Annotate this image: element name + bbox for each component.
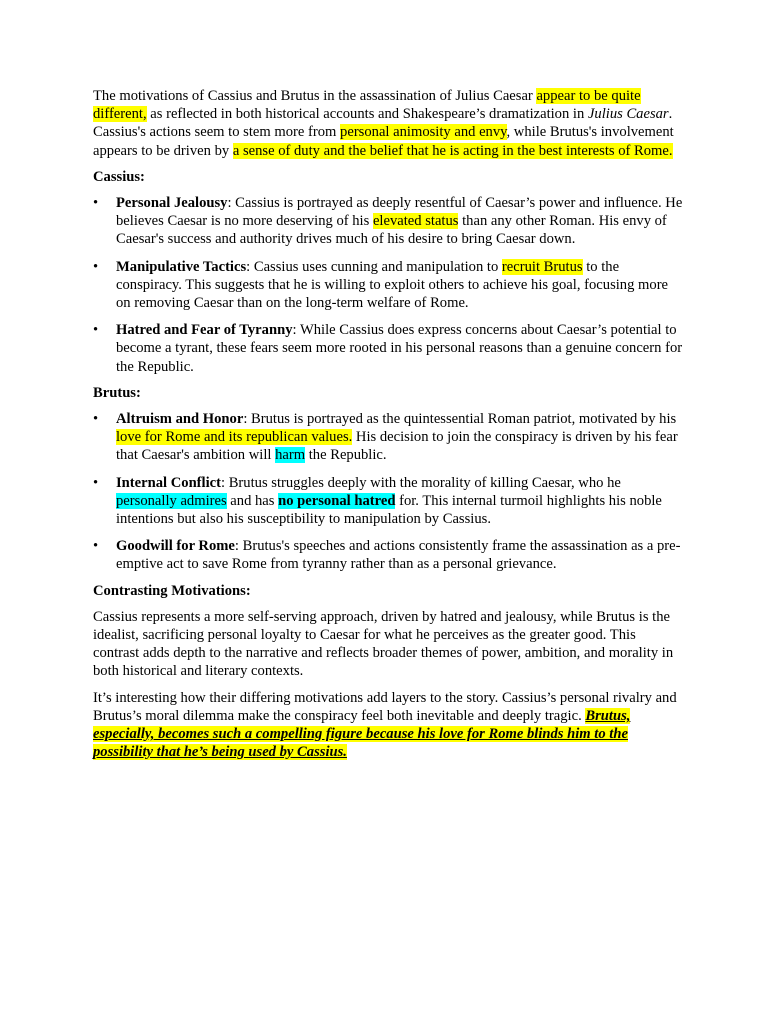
list-item: [93, 537, 683, 573]
intro-text-3: . Cassius's actions seem to stem more from: [93, 106, 673, 141]
intro-text-1: The motivations of Cassius and Brutus in the assassination of Julius Caesar: [93, 88, 537, 104]
intro-highlight-3: a sense of duty and the belief that he is acting in the best interests of Rome.: [232, 142, 673, 159]
list-item-term: Personal Jealousy: [116, 195, 228, 212]
list-item-highlight-cyan: harm: [275, 447, 306, 464]
list-item-term: Hatred and Fear of Tyranny: [116, 322, 293, 339]
cassius-heading: Cassius:: [93, 168, 145, 185]
list-item-term: Goodwill for Rome: [116, 538, 235, 555]
list-item: [93, 194, 683, 249]
intro-text-4: , while Brutus's involvement appears to be driven by: [93, 124, 674, 159]
list-item-text: for. This internal turmoil highlights his noble intentions but also his susceptibility to manipulation by Cassius.: [116, 492, 662, 528]
brutus-heading: Brutus:: [93, 384, 141, 401]
contrast-paragraph: Cassius represents a more self-serving approach, driven by hatred and jealousy, while Brutus is the idealist, sacrificing personal loyalty to Caesar for what he perceives as the greater good. This contrast adds depth to the narrative and reflects broader themes of power, ambition, and morality in both historical and literary contexts.: [93, 608, 674, 680]
list-item: [93, 258, 683, 313]
bullet-icon: •: [93, 538, 99, 555]
list-item-text: the Republic.: [305, 447, 387, 464]
list-item-text: : While Cassius does express concerns about Caesar’s potential to become a tyrant, these fears seem more rooted in his personal reasons than a genuine concern for the Republic.: [116, 322, 683, 375]
cassius-list: [93, 194, 683, 376]
list-item-highlight-cyan: personally admires: [116, 492, 227, 509]
list-item-text: and has: [226, 492, 279, 509]
intro-highlight-2: personal animosity and envy: [340, 124, 507, 141]
document-body: [93, 87, 683, 770]
list-item-highlight: elevated status: [372, 213, 459, 230]
intro-highlight-1: appear to be quite different,: [93, 88, 641, 123]
list-item-text: : Cassius uses cunning and manipulation to: [246, 258, 502, 275]
bullet-icon: •: [93, 195, 99, 212]
closing-highlight: Brutus, especially, becomes such a compelling figure because his love for Rome blinds him to the possibility that he’s being used by Cassius.: [93, 707, 631, 761]
intro-paragraph: [93, 87, 683, 160]
contrast-heading: Contrasting Motivations:: [93, 582, 251, 599]
bullet-icon: •: [93, 258, 99, 275]
intro-text-2: as reflected in both historical accounts and Shakespeare’s dramatization in: [146, 106, 588, 123]
list-item-text: to the conspiracy. This suggests that he is willing to exploit others to achieve his goal, focusing more on removing Caesar than on the long-term welfare of Rome.: [116, 258, 669, 312]
closing-text: It’s interesting how their differing motivations add layers to the story. Cassius’s personal rivalry and Brutus’s moral dilemma make the conspiracy feel both inevitable and deeply tragic.: [93, 689, 677, 724]
bullet-icon: •: [93, 474, 99, 491]
list-item-text: His decision to join the conspiracy is driven by his fear that Caesar's ambition will: [116, 429, 678, 464]
bullet-icon: •: [93, 411, 99, 428]
list-item: [93, 321, 683, 376]
list-item-highlight: recruit Brutus: [501, 258, 583, 275]
play-title: Julius Caesar: [587, 106, 669, 123]
brutus-list: [93, 410, 683, 574]
list-item: [93, 410, 683, 465]
list-item-term: Manipulative Tactics: [116, 258, 247, 275]
list-item-text: : Cassius is portrayed as deeply resentful of Caesar’s power and influence. He believes Caesar is no more deserving of his: [116, 195, 683, 230]
list-item-highlight: love for Rome and its republican values.: [116, 429, 353, 446]
list-item-text: : Brutus is portrayed as the quintessential Roman patriot, motivated by his: [243, 411, 677, 428]
bullet-icon: •: [93, 322, 99, 339]
list-item-term: Internal Conflict: [116, 474, 221, 491]
list-item-highlight-cyan-bold: no personal hatred: [278, 492, 396, 509]
list-item-text: than any other Roman. His envy of Caesar's success and authority drives much of his desire to bring Caesar down.: [116, 213, 667, 248]
closing-paragraph: [93, 689, 683, 762]
list-item-text: : Brutus's speeches and actions consistently frame the assassination as a pre-emptive act to save Rome from tyranny rather than as a personal grievance.: [116, 538, 681, 573]
list-item-term: Altruism and Honor: [116, 411, 244, 428]
list-item: [93, 474, 683, 529]
list-item-text: : Brutus struggles deeply with the morality of killing Caesar, who he: [221, 474, 621, 491]
